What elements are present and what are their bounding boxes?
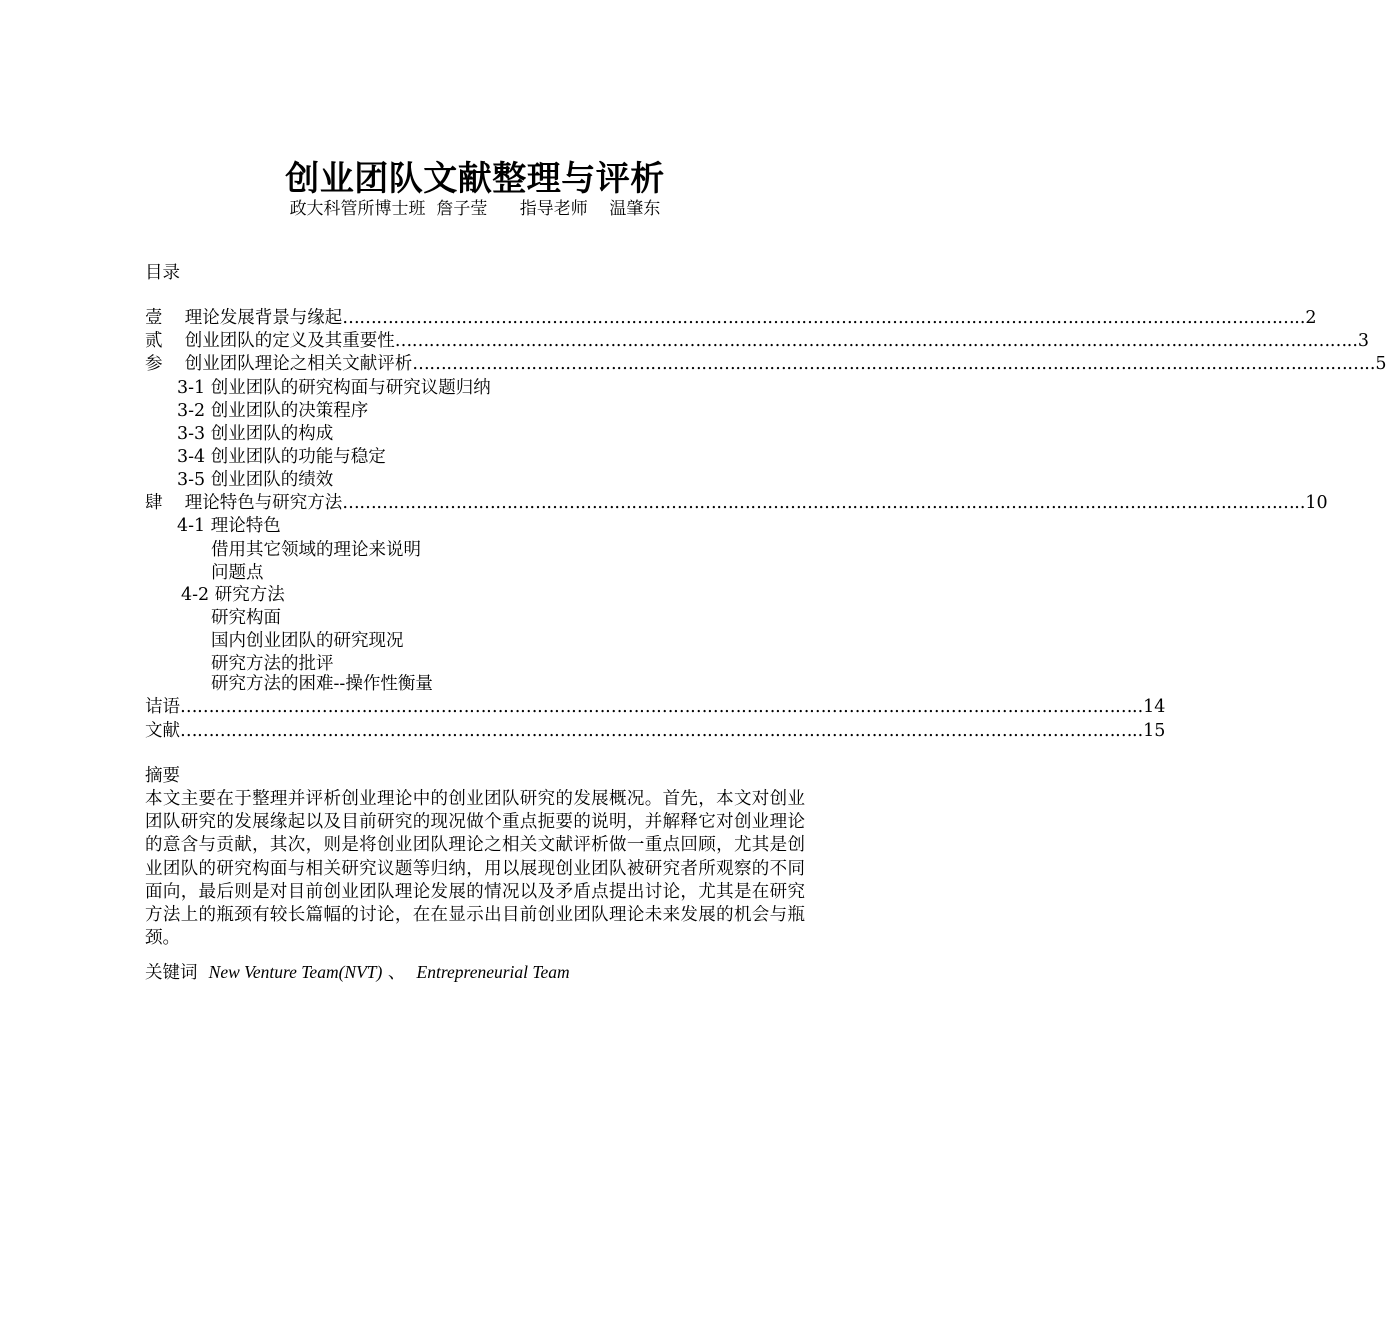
- toc-entry-label: 贰 创业团队的定义及其重要性: [145, 331, 395, 351]
- abstract-text: 本文主要在于整理并评析创业理论中的创业团队研究的发展概况。首先，本文对创业团队研究的发展缘起以及目前研究的现况做个重点扼要的说明，并解释它对创业理论的意含与贡献，其次，则是将创业团队理论之相关文献评析做一重点回顾，尤其是创业团队的研究构面与相关研究议题等归纳，用以展现创业团队被研究者所观察的不同面向，最后则是对目前创业团队理论发展的情况以及矛盾点提出讨论，尤其是在研究方法上的瓶颈有较长篇幅的讨论，在在显示出目前创业团队理论未来发展的机会与瓶颈。: [145, 789, 805, 949]
- toc-entry-2: [145, 330, 1370, 353]
- toc-entry-6: [145, 720, 1166, 743]
- toc-leader-dots: ……………………………………………………………………………………………………………………………………………………: [180, 721, 1132, 741]
- toc-entry-label: 参 创业团队理论之相关文献评析: [145, 354, 413, 374]
- keywords-line: [145, 961, 570, 985]
- toc-leader-dots: ……………………………………………………………………………………………………………………………………………………: [342, 493, 1295, 513]
- abstract-heading: 摘要: [145, 766, 180, 786]
- toc-leader-dots: ……………………………………………………………………………………………………………………………………………………: [394, 331, 1347, 351]
- toc-entry-5: [145, 696, 1166, 719]
- toc-leader-dots: ……………………………………………………………………………………………………………………………………………………: [342, 308, 1295, 328]
- toc-page-number: ..2: [1294, 308, 1317, 328]
- toc-page-number: ..3: [1346, 331, 1370, 351]
- author-line: 政大科管所博士班 詹子莹 指导老师 温肇东: [289, 199, 661, 219]
- toc-entry-label: 诘语: [145, 697, 180, 717]
- toc-sub-3-3: 3-3 创业团队的构成: [177, 424, 334, 444]
- toc-sub-4-2-d: 研究方法的困难--操作性衡量: [211, 674, 433, 694]
- toc-entry-label: 肆 理论特色与研究方法: [145, 493, 343, 513]
- toc-heading: 目录: [145, 263, 180, 283]
- document-title: 创业团队文献整理与评析: [285, 159, 665, 199]
- toc-page-number: ..10: [1294, 493, 1328, 513]
- toc-entry-label: 文献: [145, 721, 180, 741]
- toc-sub-4-1-b: 问题点: [211, 563, 264, 583]
- keyword-1: New Venture Team(NVT): [208, 962, 383, 982]
- toc-entry-3: [145, 353, 1387, 376]
- keyword-2: Entrepreneurial Team: [416, 962, 570, 982]
- toc-sub-4-1-a: 借用其它领域的理论来说明: [211, 540, 421, 560]
- toc-sub-4-1: 4-1 理论特色: [177, 516, 281, 536]
- toc-sub-3-2: 3-2 创业团队的决策程序: [177, 401, 369, 421]
- toc-sub-3-5: 3-5 创业团队的绩效: [177, 470, 334, 490]
- toc-sub-4-2: 4-2 研究方法: [181, 585, 285, 605]
- toc-page-number: ..15: [1132, 721, 1166, 741]
- toc-sub-3-4: 3-4 创业团队的功能与稳定: [177, 447, 386, 467]
- toc-sub-3-1: 3-1 创业团队的研究构面与研究议题归纳: [177, 378, 491, 398]
- toc-sub-4-2-b: 国内创业团队的研究现况: [211, 631, 404, 651]
- toc-leader-dots: ……………………………………………………………………………………………………………………………………………………: [412, 354, 1365, 374]
- toc-entry-4: [145, 492, 1328, 515]
- toc-sub-4-2-a: 研究构面: [211, 608, 281, 628]
- keywords-label: 关键词: [145, 963, 209, 983]
- keyword-separator: 、: [382, 963, 417, 983]
- toc-entry-1: [145, 307, 1317, 330]
- toc-page-number: ..14: [1132, 697, 1166, 717]
- toc-sub-4-2-c: 研究方法的批评: [211, 654, 334, 674]
- toc-leader-dots: ……………………………………………………………………………………………………………………………………………………: [180, 697, 1132, 717]
- toc-page-number: ..5: [1364, 354, 1387, 374]
- toc-entry-label: 壹 理论发展背景与缘起: [145, 308, 343, 328]
